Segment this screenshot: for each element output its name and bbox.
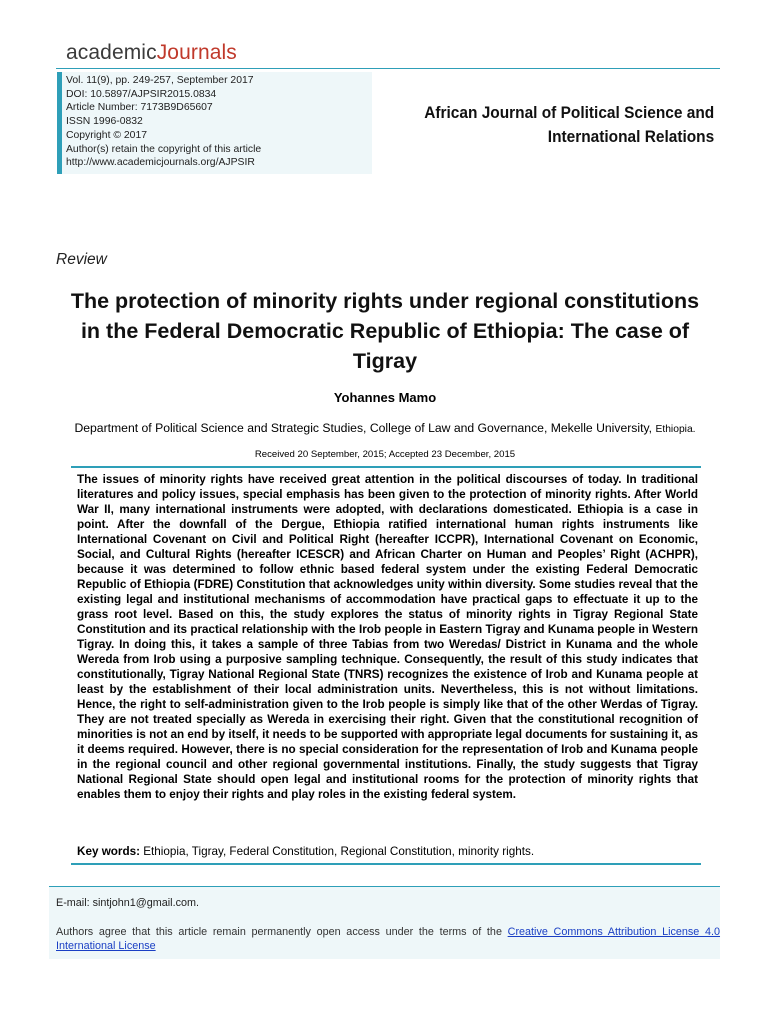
meta-doi: DOI: 10.5897/AJPSIR2015.0834 <box>66 88 217 100</box>
meta-copyright: Copyright © 2017 <box>66 129 148 141</box>
journal-title-line-2: International Relations <box>547 127 714 146</box>
abstract-rule-bottom <box>71 863 701 865</box>
received-dates: Received 20 September, 2015; Accepted 23 December, 2015 <box>254 449 516 460</box>
abstract-rule-top <box>71 466 701 468</box>
journal-title <box>424 101 714 149</box>
license-text: Authors agree that this article remain permanently open access under the terms of the <box>56 926 502 938</box>
license-link[interactable]: Creative Commons Attribution License 4.0 International License <box>56 926 721 952</box>
keywords <box>77 845 698 858</box>
publisher-logo <box>66 41 237 65</box>
meta-rights: Author(s) retain the copyright of this article <box>66 143 262 155</box>
journal-title-line-1: African Journal of Political Science and <box>424 103 714 122</box>
logo-text-academic: academic <box>66 41 157 64</box>
keywords-list: Ethiopia, Tigray, Federal Constitution, Regional Constitution, minority rights. <box>143 845 535 858</box>
affiliation-country: Ethiopia. <box>655 424 696 435</box>
author-affiliation <box>40 421 730 435</box>
article-meta-accent-bar <box>57 72 62 174</box>
article-title: The protection of minority rights under regional constitutions in the Federal Democratic Republic of Ethiopia: The case of Tigray <box>70 289 700 373</box>
author-name: Yohannes Mamo <box>333 390 437 405</box>
article-meta-lines <box>66 74 261 170</box>
license-note <box>56 925 720 953</box>
keywords-label: Key words: <box>77 845 140 858</box>
meta-volume: Vol. 11(9), pp. 249-257, September 2017 <box>66 75 254 86</box>
meta-article-number: Article Number: 7173B9D65607 <box>66 102 213 114</box>
logo-text-journals: Journals <box>156 41 237 64</box>
affiliation-text: Department of Political Science and Strategic Studies, College of Law and Governance, Mekelle University, <box>74 421 653 435</box>
corresponding-email: E-mail: sintjohn1@gmail.com. <box>56 897 199 909</box>
meta-issn: ISSN 1996-0832 <box>66 116 143 128</box>
abstract-text: The issues of minority rights have received great attention in the political discourses of today. In traditional literatures and policy issues, special emphasis has been given to the protection of minority rights. After World War II, many international instruments were adopted, with declarations domesticated. Ethiopia is a case in point. After the downfall of the Dergue, Ethiopia ratified international human rights instruments like International Covenant on Civil and Political Right (hereafter ICCPR), International Covenant on Economic, Social, and Cultural Rights (hereafter ICESCR) and African Charter on Human and Peoples’ Right (ACHPR), because it was determined to follow ethnic based federal system under the existing Federal Democratic Republic of Ethiopia (FDRE) Constitution that acknowledges unity within diversity. Some studies reveal that the existing legal and institutional mechanisms of accommodation have practical gaps to effectuate it up to the grass root level. Based on this, the study explores the status of minority rights in Tigray Regional State Constitution and its practical relationship with the Irob people in Eastern Tigray and Kunama people in Western Tigray. In doing this, it takes a sample of three Tabias from two Weredas/ District in Kunama and the whole Wereda from Irob using a purposive sampling technique. Consequently, the result of this study indicates that constitutionally, Tigray National Regional State (TNRS) recognizes the existence of Irob and Kunama people at least by the establishment of their local administration units. Nevertheless, this is not without limitations. Hence, the right to self-administration given to the Irob people is simply like that of the other Werdas of Tigray. They are not treated specially as Wereda in exercising their right. Given that the constitutional recognition of minorities is not an end by itself, it needs to be supported with appropriate legal documents for sustaining it, as it deems required. However, there is no special consideration for the representation of Irob and Kunama people in the regional council and other regional governmental institutions. Finally, the study suggests that Tigray National Regional State should open legal and institutional rooms for the protection of minority rights that enables them to enjoy their rights and play roles in the existing federal system. <box>77 473 698 801</box>
meta-url[interactable]: http://www.academicjournals.org/AJPSIR <box>66 157 255 169</box>
section-label: Review <box>56 251 107 268</box>
header-rule <box>56 68 720 69</box>
